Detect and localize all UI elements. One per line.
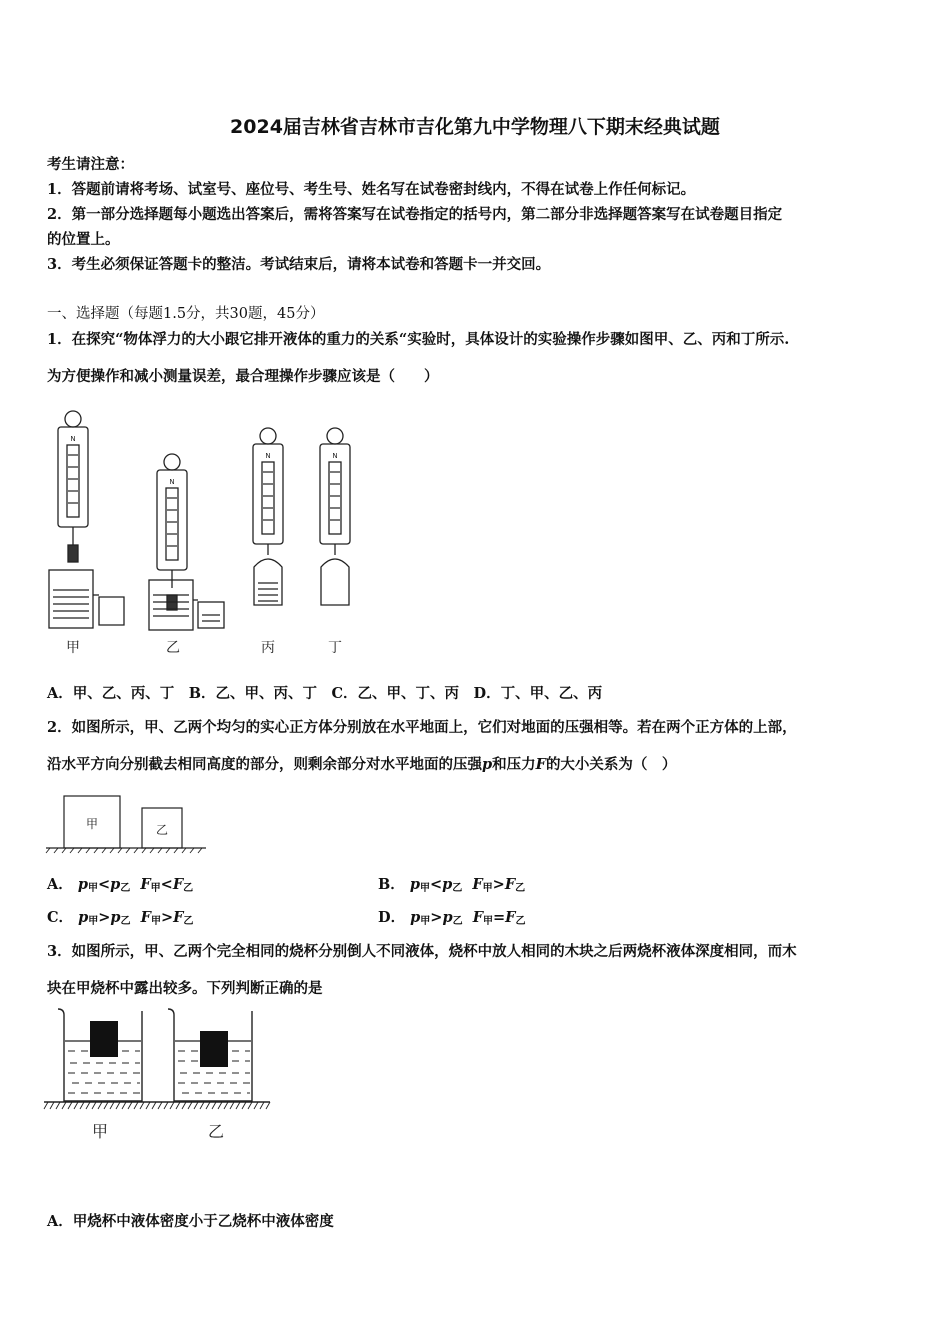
page-title: 2024届吉林省吉林市吉化第九中学物理八下期末经典试题 [230, 116, 720, 138]
scale-unit-label: N [332, 452, 338, 460]
q2-text [47, 753, 676, 774]
figure-label: 甲 [85, 817, 99, 831]
q2-option-a: A． $p_甲<p_乙$ $F_甲<F_乙$ [47, 876, 194, 894]
q1-text: 为方便操作和减小测量误差，最合理操作步骤应该是（ ） [47, 368, 439, 385]
notice-item: 的位置上。 [47, 231, 120, 248]
q3-figure [44, 1005, 274, 1145]
q3-text: 块在甲烧杯中露出较多。下列判断正确的是 [47, 980, 323, 997]
q1-options: A．甲、乙、丙、丁 B．乙、甲、丙、丁 C．乙、甲、丁、丙 D．丁、甲、乙、丙 [47, 685, 603, 702]
figure-label: 丁 [328, 640, 342, 656]
notice-item: 1．答题前请将考场、试室号、座位号、考生号、姓名写在试卷密封线内，不得在试卷上作任何标记。 [47, 181, 696, 198]
figure-label: 乙 [166, 640, 180, 656]
wood-block [200, 1031, 228, 1067]
figure-label: 乙 [155, 823, 169, 837]
var-F: F [535, 756, 546, 773]
notice-item: 2．第一部分选择题每小题选出答案后，需将答案写在试卷指定的括号内，第二部分非选择题答案写在试卷题目指定 [47, 206, 783, 223]
var-p: p [482, 756, 493, 773]
scale-unit-label: N [70, 435, 76, 443]
figure-label: 丙 [261, 640, 275, 656]
q2-option-c: C． $p_甲>p_乙$ $F_甲>F_乙$ [47, 909, 194, 927]
notice-item: 3．考生必须保证答题卡的整洁。考试结束后，请将本试卷和答题卡一并交回。 [47, 256, 551, 273]
section-heading: 一、选择题（每题1.5分，共30题，45分） [47, 306, 325, 322]
q2-text-part: 沿水平方向分别截去相同高度的部分，则剩余部分对水平地面的压强 [47, 756, 482, 773]
q2-option-d: D． $p_甲>p_乙$ $F_甲=F_乙$ [378, 909, 526, 927]
q1-text: 1．在探究“物体浮力的大小跟它排开液体的重力的关系“实验时，具体设计的实验操作步骤如图甲、乙、丙和丁所示. [47, 331, 790, 348]
figure-label: 甲 [91, 1122, 109, 1141]
q2-text-part: 和压力 [492, 756, 536, 773]
figure-label: 乙 [207, 1122, 225, 1141]
q1-figure [44, 405, 359, 660]
wood-block [90, 1021, 118, 1057]
figure-label: 甲 [66, 640, 80, 656]
scale-unit-label: N [169, 478, 175, 486]
q3-text: 3．如图所示，甲、乙两个完全相同的烧杯分别倒人不同液体，烧杯中放人相同的木块之后两烧杯液体深度相同，而木 [47, 943, 797, 960]
q2-text: 2．如图所示，甲、乙两个均匀的实心正方体分别放在水平地面上，它们对地面的压强相等。若在两个正方体的上部， [47, 719, 797, 736]
notice-heading: 考生请注意： [47, 156, 134, 173]
scale-unit-label: N [265, 452, 271, 460]
q2-figure [46, 792, 208, 854]
q2-option-b: B． $p_甲<p_乙$ $F_甲>F_乙$ [378, 876, 526, 894]
q3-option-a: A．甲烧杯中液体密度小于乙烧杯中液体密度 [47, 1213, 334, 1230]
q2-text-part: 的大小关系为（ ） [545, 756, 677, 773]
